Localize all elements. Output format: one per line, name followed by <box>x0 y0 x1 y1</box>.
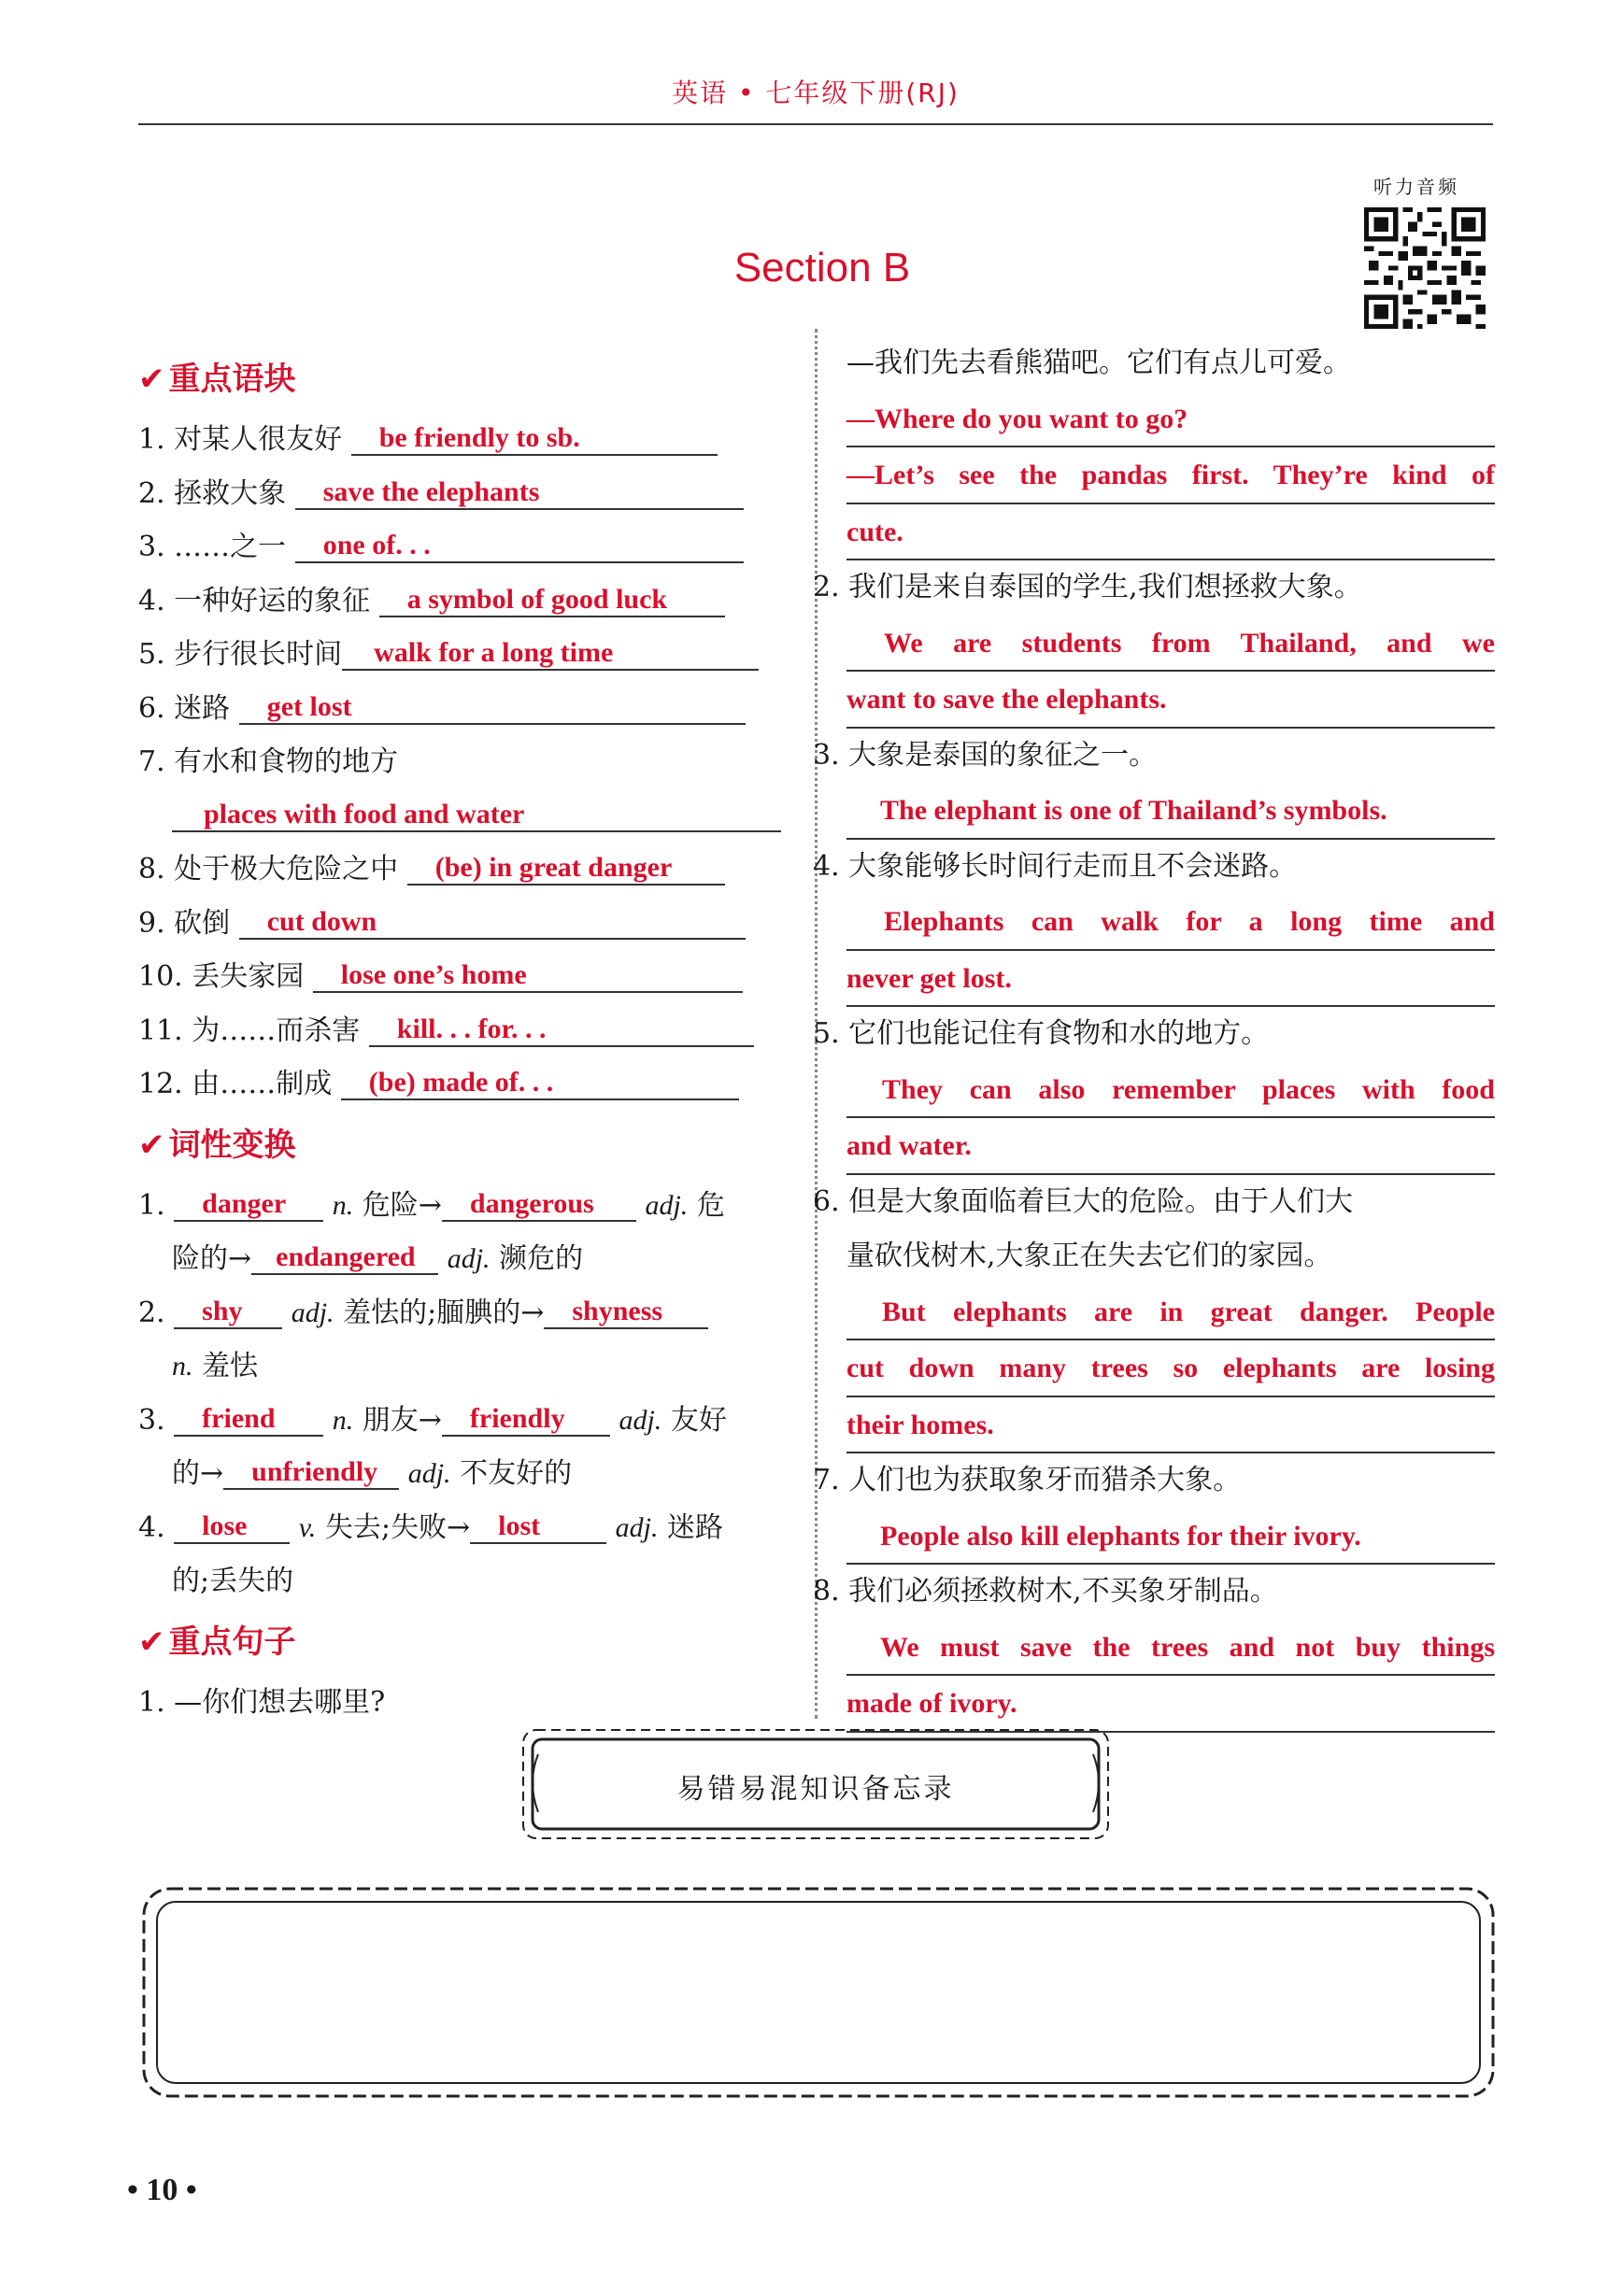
sentence-question-cont: 量砍伐树木,大象正在失去它们的家园。 <box>846 1240 1332 1272</box>
answer-line[interactable]: The elephant is one of Thailand’s symbols. <box>846 783 1495 840</box>
phrase-item: 9. 砍倒 cut down <box>138 897 783 951</box>
answer-line[interactable]: cut down many trees so elephants are losing <box>846 1340 1495 1397</box>
answer-line[interactable]: But elephants are in great danger. People <box>846 1284 1495 1341</box>
chain-border-icon <box>138 1883 1499 2102</box>
memo-box[interactable] <box>138 1883 1499 2102</box>
wordform-item-cont: 的;丢失的 <box>172 1565 294 1597</box>
phrase-item: 3. ……之一 one of. . . <box>138 520 783 574</box>
phrase-item: 11. 为……而杀害 kill. . . for. . . <box>138 1004 783 1058</box>
answer-blank[interactable]: friend <box>174 1394 323 1437</box>
answer-blank[interactable]: endangered <box>251 1232 438 1275</box>
answer-line[interactable]: want to save the elephants. <box>846 672 1495 729</box>
sentence-question: 1. —你们想去哪里? <box>138 1685 386 1719</box>
answer-blank[interactable]: (be) in great danger <box>407 843 725 886</box>
qr-label: 听力音频 <box>1373 176 1459 198</box>
answer-blank[interactable]: be friendly to sb. <box>351 413 718 456</box>
memo-title-banner <box>519 1726 1112 1842</box>
phrase-item: 5. 步行很长时间 walk for a long time <box>138 628 783 682</box>
answer-blank[interactable]: (be) made of. . . <box>341 1057 739 1100</box>
right-column <box>813 336 1495 1733</box>
wordform-item: 1. danger n. 危险→ dangerous adj. 危 <box>138 1179 783 1233</box>
sentence-question: 2. 我们是来自泰国的学生,我们想拯救大象。 <box>813 571 1362 603</box>
section-heading-wordforms: ✔ 词性变换 <box>138 1112 783 1179</box>
answer-line[interactable]: cute. <box>846 504 1495 561</box>
answer-blank[interactable]: unfriendly <box>223 1447 399 1490</box>
answer-line[interactable]: We are students from Thailand, and we <box>846 616 1495 673</box>
wordform-item-cont: 的→ unfriendly adj. 不友好的 <box>138 1447 783 1501</box>
sentence-question: 8. 我们必须拯救树木,不买象牙制品。 <box>813 1575 1278 1608</box>
answer-blank[interactable]: shyness <box>544 1286 708 1329</box>
answer-line[interactable]: They can also remember places with food <box>846 1062 1495 1119</box>
answer-blank[interactable]: lose one’s home <box>313 950 743 993</box>
phrase-item: 6. 迷路 get lost <box>138 682 783 736</box>
check-icon: ✔ <box>138 361 165 398</box>
answer-line[interactable]: —Where do you want to go? <box>846 391 1495 448</box>
phrase-item: 8. 处于极大危险之中 (be) in great danger <box>138 843 783 897</box>
answer-line[interactable]: We must save the trees and not buy things <box>846 1620 1495 1677</box>
answer-line[interactable]: People also kill elephants for their ivory. <box>846 1509 1495 1566</box>
answer-blank[interactable]: dangerous <box>442 1179 636 1222</box>
phrase-item: 4. 一种好运的象征 a symbol of good luck <box>138 574 783 629</box>
wordform-item-cont: n. 羞怯 <box>172 1350 259 1382</box>
answer-line[interactable]: Elephants can walk for a long time and <box>846 894 1495 951</box>
answer-blank[interactable]: friendly <box>442 1394 610 1437</box>
answer-blank[interactable]: shy <box>174 1286 282 1329</box>
wordform-item: 4. lose v. 失去;失败→ lost adj. 迷路 <box>138 1501 783 1555</box>
answer-line[interactable]: —Let’s see the pandas first. They’re kind of <box>846 447 1495 504</box>
sentence-question: 7. 人们也为获取象牙而猎杀大象。 <box>813 1464 1242 1496</box>
sentence-question: 3. 大象是泰国的象征之一。 <box>813 738 1158 772</box>
answer-blank[interactable]: lost <box>470 1501 606 1544</box>
section-title: Section B <box>733 245 911 291</box>
answer-blank[interactable]: save the elephants <box>295 467 744 510</box>
phrase-item: 2. 拯救大象 save the elephants <box>138 467 783 521</box>
answer-line[interactable]: never get lost. <box>846 951 1495 1008</box>
section-heading-sentences: ✔ 重点句子 <box>138 1609 783 1676</box>
answer-line[interactable]: and water. <box>846 1118 1495 1175</box>
wordform-item: 3. friend n. 朋友→ friendly adj. 友好 <box>138 1394 783 1448</box>
sentence-question: 6. 但是大象面临着巨大的危险。由于人们大 <box>813 1184 1354 1218</box>
sentence-question: 5. 它们也能记住有食物和水的地方。 <box>813 1017 1270 1050</box>
phrase-item: 7. 有水和食物的地方 <box>138 745 399 778</box>
wordform-item-cont: 险的→ endangered adj. 濒危的 <box>138 1232 783 1286</box>
left-column <box>138 346 783 1729</box>
answer-blank[interactable]: cut down <box>239 897 746 940</box>
memo-title: 易错易混知识备忘录 <box>676 1773 955 1806</box>
answer-line[interactable]: made of ivory. <box>846 1676 1495 1733</box>
answer-blank[interactable]: danger <box>174 1179 323 1222</box>
sentence-question: —我们先去看熊猫吧。它们有点儿可爱。 <box>846 347 1351 379</box>
header-text: 英语 • 七年级下册(RJ) <box>672 78 960 108</box>
answer-blank[interactable]: lose <box>174 1501 290 1544</box>
answer-blank[interactable]: get lost <box>239 682 746 725</box>
phrase-item: 12. 由……制成 (be) made of. . . <box>138 1057 783 1112</box>
page-header <box>138 73 1493 125</box>
answer-blank[interactable]: one of. . . <box>295 520 744 563</box>
page-number: • 10 • <box>127 2173 197 2207</box>
phrase-item-answer <box>138 789 783 843</box>
wordform-item: 2. shy adj. 羞怯的;腼腆的→ shyness <box>138 1286 783 1340</box>
answer-blank[interactable]: kill. . . for. . . <box>369 1004 754 1047</box>
check-icon: ✔ <box>138 1623 165 1661</box>
section-heading-phrases: ✔ 重点语块 <box>138 346 783 413</box>
phrase-item: 10. 丢失家园 lose one’s home <box>138 950 783 1004</box>
answer-blank[interactable]: walk for a long time <box>342 628 759 671</box>
answer-line[interactable]: their homes. <box>846 1397 1495 1454</box>
answer-blank[interactable]: places with food and water <box>172 789 781 832</box>
answer-blank[interactable]: a symbol of good luck <box>379 574 725 617</box>
check-icon: ✔ <box>138 1126 165 1164</box>
phrase-item: 1. 对某人很友好 be friendly to sb. <box>138 413 783 467</box>
sentence-question: 4. 大象能够长时间行走而且不会迷路。 <box>813 849 1298 883</box>
